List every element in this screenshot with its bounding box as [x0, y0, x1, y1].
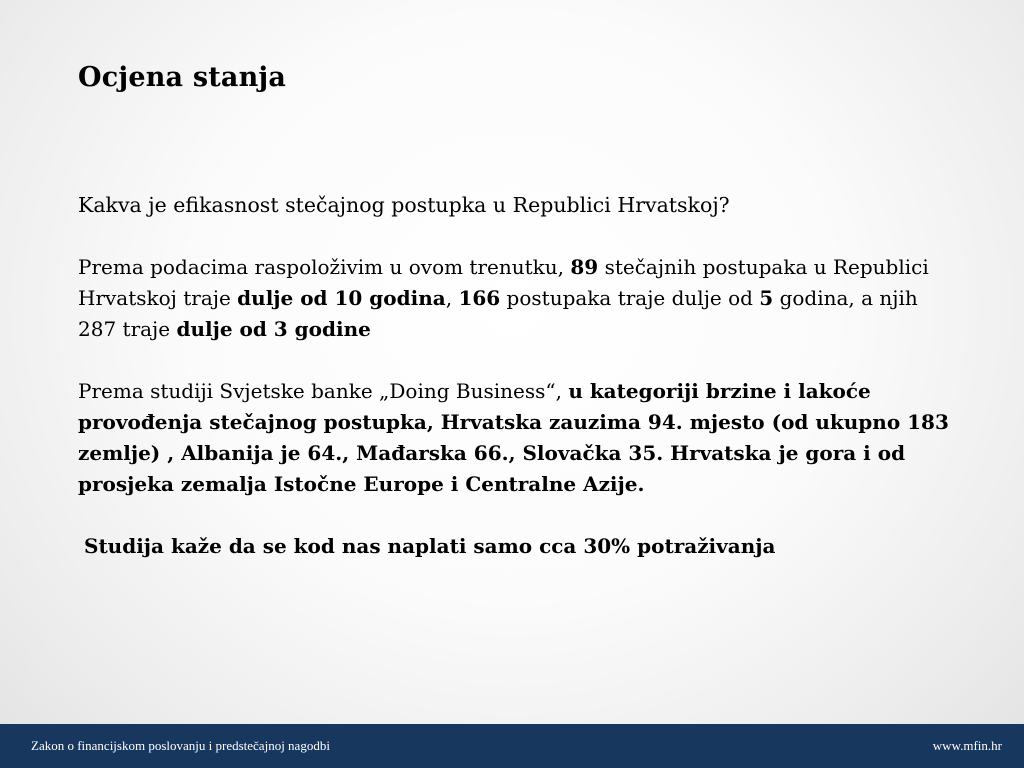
- footer-url: www.mfin.hr: [932, 738, 1002, 753]
- ranking-text: u kategoriji brzine i lakoće provođenja stečajnog postupka, Hrvatska zauzima 94. mjesto (od ukupno 183 zemlje) , Albanija je 64., Mađarska 66., Slovačka 35. Hrvatska je gora i od prosjeka zemalja Istočne Europe i Centralne Azije.: [78, 379, 949, 496]
- paragraph-text: Prema podacima raspoloživim u ovom trenutku,: [78, 255, 571, 279]
- paragraph-text: godina, a njih 287 traje: [78, 286, 918, 341]
- conclusion-text: [78, 531, 958, 562]
- footer-title: Zakon o financijskom poslovanju i predstečajnoj nagodbi: [31, 738, 330, 753]
- paragraph-text: Prema studiji Svjetske banke „Doing Business“,: [78, 379, 569, 403]
- conclusion-bold: Studija kaže da se kod nas naplati samo cca 30% potraživanja: [84, 534, 776, 558]
- paragraph-text: postupaka traje dulje od: [500, 286, 760, 310]
- statistics-paragraph: [78, 252, 958, 345]
- world-bank-paragraph: [78, 376, 958, 500]
- question-text: Kakva je efikasnost stečajnog postupka u Republici Hrvatskoj?: [78, 193, 730, 217]
- spacer: [78, 500, 958, 531]
- paragraph-text: ,: [445, 286, 459, 310]
- footer-bar: [0, 724, 1024, 768]
- paragraph-text: stečajnih postupaka u Republici Hrvatskoj traje: [78, 255, 929, 310]
- spacer: [78, 345, 958, 376]
- duration-over-10-years: dulje od 10 godina: [237, 286, 446, 310]
- duration-over-3-years: dulje od 3 godine: [176, 317, 371, 341]
- slide-title: Ocjena stanja: [78, 62, 287, 93]
- slide-content: [78, 190, 958, 562]
- spacer: [78, 221, 958, 252]
- five-years-value: 5: [759, 286, 774, 310]
- count-over-10-years: 89: [570, 255, 599, 279]
- count-over-5-years: 166: [458, 286, 501, 310]
